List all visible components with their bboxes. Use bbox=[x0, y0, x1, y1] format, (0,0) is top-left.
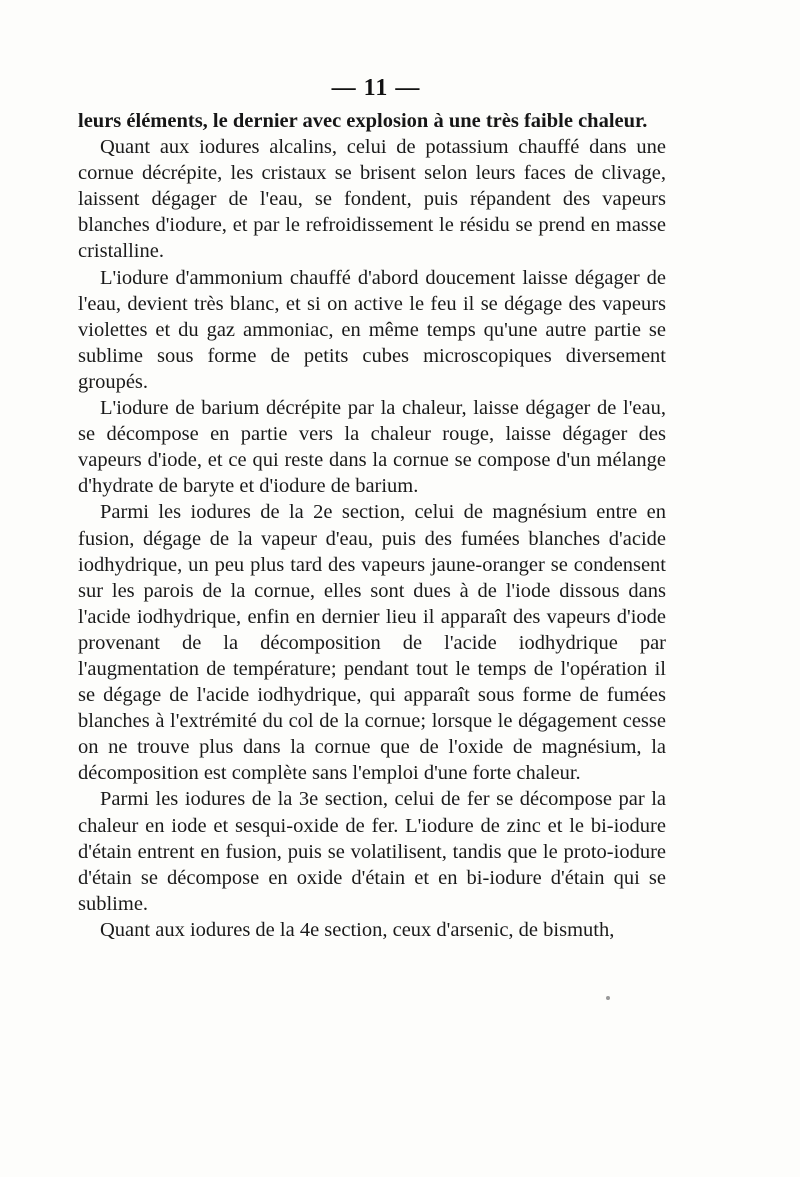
paragraph-alkaline-iodides: Quant aux iodures alcalins, celui de potassium chauffé dans une cornue décrépite, les cristaux se brisent selon leurs faces de clivage, laissent dégager de l'eau, se fondent, puis répandent des vapeurs blanches d'iodure, et par le refroidissement le résidu se prend en masse cristalline. bbox=[78, 136, 666, 263]
paragraph-section-2: Parmi les iodures de la 2e section, celui de magnésium entre en fusion, dégage de la vapeur d'eau, puis des fumées blanches d'acide iodhydrique, un peu plus tard des vapeurs jaune-oranger se condensent sur les parois de la cornue, elles sont dues à de l'iode dissous dans l'acide iodhydrique, enfin en dernier lieu il apparaît des vapeurs d'iode provenant de la décomposition de l'acide iodhydrique par l'augmentation de température; pendant tout le temps de l'opération il se dégage de l'acide iodhydrique, qui apparaît sous forme de fumées blanches à l'extrémité du col de la cornue; lorsque le dégagement cesse on ne trouve plus dans la cornue que de l'oxide de magnésium, la décomposition est complète sans l'emploi d'une forte chaleur. bbox=[78, 501, 666, 785]
paragraph-section-4: Quant aux iodures de la 4e section, ceux d'arsenic, de bismuth, bbox=[100, 918, 615, 941]
paragraph-ammonium-iodide: L'iodure d'ammonium chauffé d'abord doucement laisse dégager de l'eau, devient très blanc, et si on active le feu il se dégage des vapeurs violettes et du gaz ammoniac, en même temps qu'une autre partie se sublime sous forme de petits cubes microscopiques diversement groupés. bbox=[78, 266, 666, 393]
paragraph-barium-iodide: L'iodure de barium décrépite par la chaleur, laisse dégager de l'eau, se décompose en partie vers la chaleur rouge, laisse dégager des vapeurs d'iode, et ce qui reste dans la cornue se compose d'un mélange d'hydrate de baryte et d'iodure de barium. bbox=[78, 397, 666, 498]
body-text bbox=[78, 108, 666, 943]
paper-speck bbox=[606, 996, 610, 1000]
paragraph-continuation: leurs éléments, le dernier avec explosion à une très faible chaleur. bbox=[78, 110, 648, 132]
page-number: — 11 — bbox=[331, 75, 421, 101]
paragraph-section-3: Parmi les iodures de la 3e section, celui de fer se décompose par la chaleur en iode et sesqui-oxide de fer. L'iodure de zinc et le bi-iodure d'étain entrent en fusion, puis se volatilisent, tandis que le proto-iodure d'étain se décompose en oxide d'étain et en bi-iodure d'étain qui se sublime. bbox=[78, 788, 666, 915]
